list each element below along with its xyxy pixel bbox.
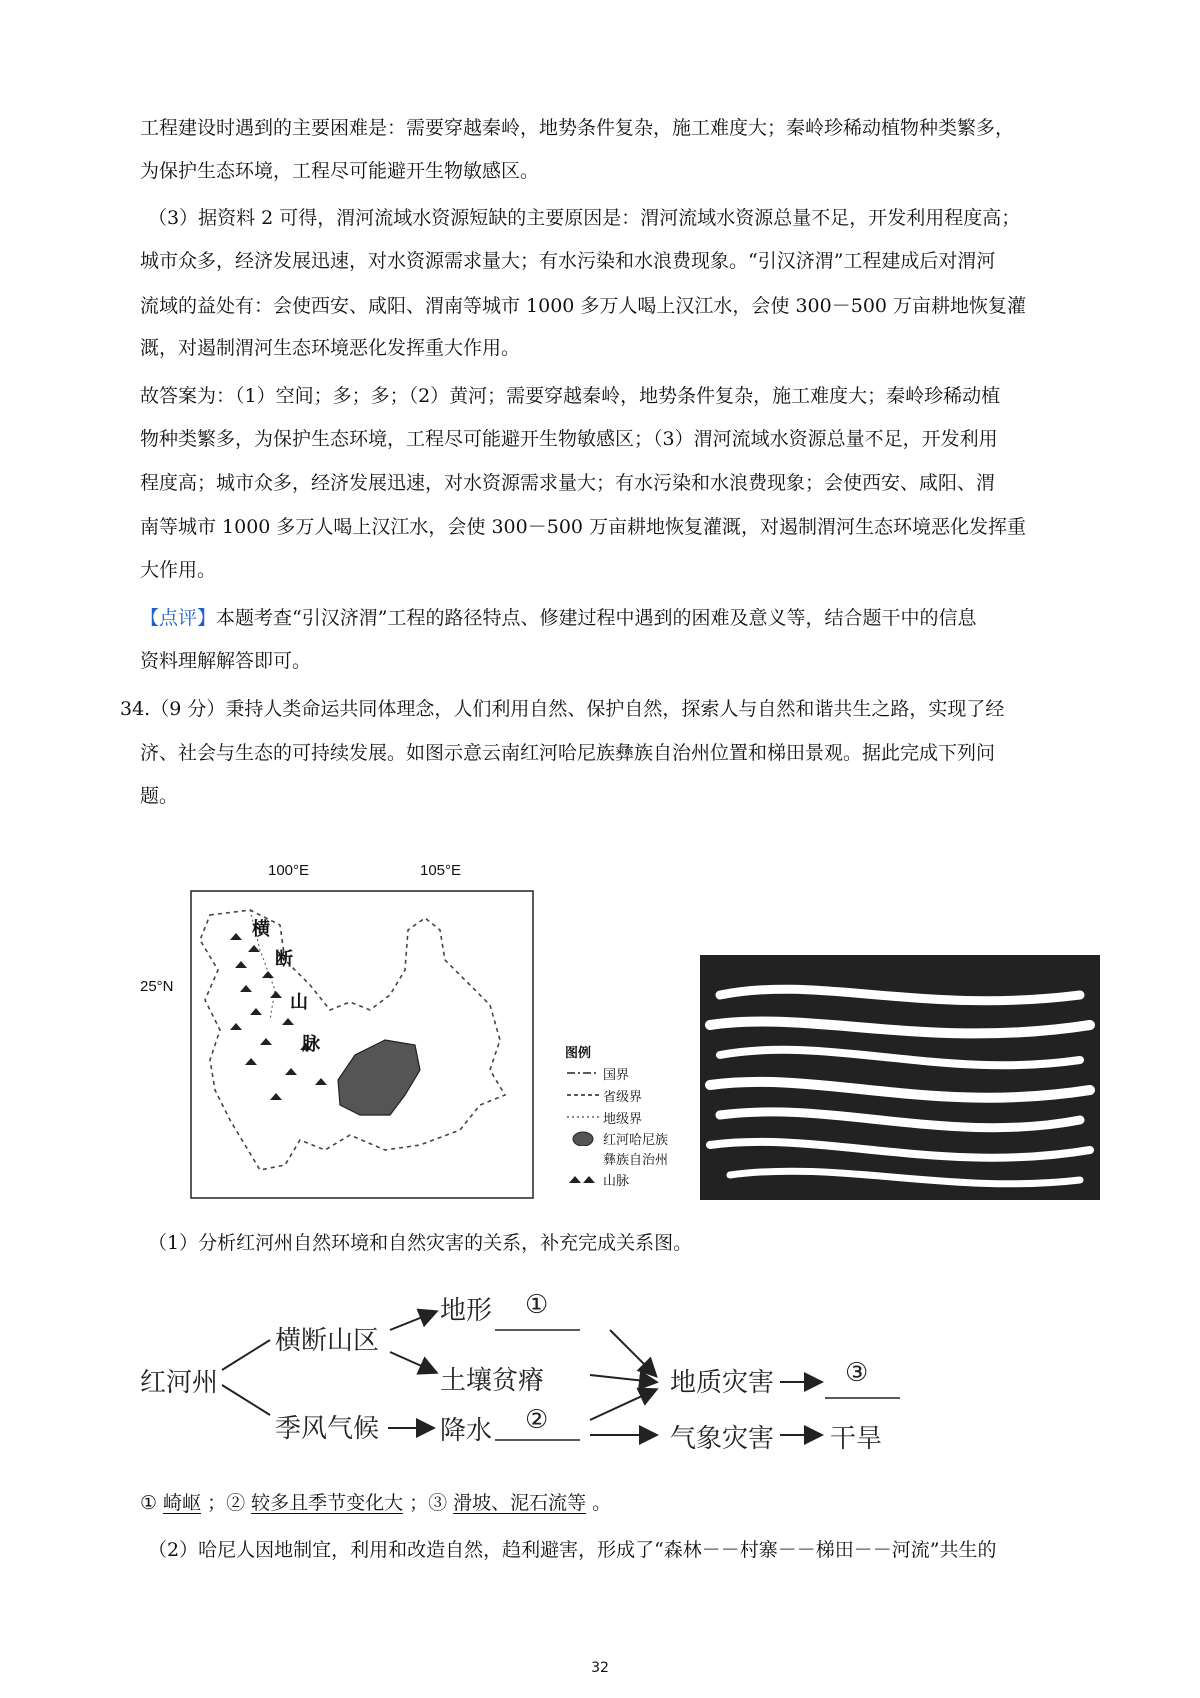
prefecture-border-icon xyxy=(565,1112,603,1122)
text-line: 城市众多，经济发展迅速，对水资源需求量大；有水污染和水浪费现象。“引汉济渭”工程建成后对渭河 xyxy=(140,250,996,272)
sub-question-1: （1）分析红河州自然环境和自然灾害的关系，补充完成关系图。 xyxy=(148,1232,693,1254)
diagram-circle-1: ① xyxy=(525,1290,549,1320)
honghe-area-icon xyxy=(565,1130,603,1146)
text-line: 为保护生态环境，工程尽可能避开生物敏感区。 xyxy=(140,160,540,182)
map-legend xyxy=(565,1040,705,1210)
comment-line xyxy=(140,605,976,631)
diagram-node-terrain: 地形 xyxy=(440,1296,493,1326)
legend-label: 彝族自治州 xyxy=(603,1151,669,1167)
legend-item xyxy=(565,1148,705,1168)
mountain-label: 脉 xyxy=(302,1034,320,1054)
answer-2: 较多且季节变化大 xyxy=(251,1492,404,1514)
question-34-line: 题。 xyxy=(140,785,179,807)
diagram-circle-3: ③ xyxy=(845,1358,869,1388)
legend-label: 省级界 xyxy=(603,1088,643,1104)
diagram-node-meteorological-hazard: 气象灾害 xyxy=(670,1424,775,1454)
question-34-line: 34.（9 分）秉持人类命运共同体理念，人们利用自然、保护自然，探索人与自然和谐共生之路，实现了经 xyxy=(120,698,1005,720)
answer-line: 程度高；城市众多，经济发展迅速，对水资源需求量大；有水污染和水浪费现象；会使西安、咸阳、渭 xyxy=(140,472,996,494)
text-line: （3）据资料 2 可得，渭河流域水资源短缺的主要原因是：渭河流域水资源总量不足，开发利用程度高； xyxy=(148,207,1021,229)
mountain-label: 横 xyxy=(252,919,270,939)
diagram-node-monsoon: 季风气候 xyxy=(275,1414,380,1444)
national-border-icon xyxy=(565,1068,603,1078)
mountain-label: 山 xyxy=(290,992,308,1012)
question-34-line: 济、社会与生态的可持续发展。如图示意云南红河哈尼族彝族自治州位置和梯田景观。据此完成下列问 xyxy=(140,742,996,764)
answer-1: 崎岖 xyxy=(163,1492,202,1514)
text-line: 流域的益处有：会使西安、咸阳、渭南等城市 1000 多万人喝上汉江水，会使 300－500 万亩耕地恢复灌 xyxy=(140,295,1027,317)
legend-label: 国界 xyxy=(603,1066,630,1082)
answer-line: 故答案为：（1）空间；多；多；（2）黄河；需要穿越秦岭，地势条件复杂，施工难度大；秦岭珍稀动植 xyxy=(140,385,1001,407)
page-number: 32 xyxy=(591,1660,609,1676)
legend-item xyxy=(565,1062,705,1084)
diagram-node-drought: 干旱 xyxy=(830,1424,883,1454)
text-line: 资料理解解答即可。 xyxy=(140,650,312,672)
map-graphic xyxy=(190,890,535,1200)
yunnan-location-map xyxy=(140,862,535,1200)
legend-label: 红河哈尼族 xyxy=(603,1131,669,1147)
comment-tag: 【点评】 xyxy=(140,607,217,629)
legend-label: 山脉 xyxy=(603,1172,630,1188)
answer-line: 大作用。 xyxy=(140,559,217,581)
diagram-node-geological-hazard: 地质灾害 xyxy=(670,1368,775,1398)
legend-label: 地级界 xyxy=(603,1110,643,1126)
answer-marker: ；② xyxy=(207,1492,246,1514)
answer-blanks xyxy=(140,1490,611,1516)
text-line: 溉，对遏制渭河生态环境恶化发挥重大作用。 xyxy=(140,337,521,359)
terrace-photo xyxy=(700,955,1100,1200)
province-border-icon xyxy=(565,1090,603,1100)
answer-end: 。 xyxy=(592,1492,612,1514)
answer-marker: ；③ xyxy=(409,1492,448,1514)
answer-3: 滑坡、泥石流等 xyxy=(453,1492,587,1514)
legend-item xyxy=(565,1128,705,1148)
diagram-node-rain: 降水 xyxy=(440,1416,493,1446)
mountain-label: 断 xyxy=(275,949,293,969)
comment-text: 本题考查“引汉济渭”工程的路径特点、修建过程中遇到的困难及意义等，结合题干中的信息 xyxy=(216,607,977,629)
diagram-circle-2: ② xyxy=(525,1405,549,1435)
longitude-label: 105°E xyxy=(420,862,462,879)
legend-item xyxy=(565,1106,705,1128)
diagram-node-hengduan: 横断山区 xyxy=(275,1326,380,1356)
diagram-node-soil: 土壤贫瘠 xyxy=(440,1366,545,1396)
answer-line: 物种类繁多，为保护生态环境，工程尽可能避开生物敏感区；（3）渭河流域水资源总量不足，开发利用 xyxy=(140,428,998,450)
answer-marker: ① xyxy=(140,1492,158,1514)
mountain-icon xyxy=(565,1173,603,1185)
sub-question-2: （2）哈尼人因地制宜，利用和改造自然，趋利避害，形成了“森林－－村寨－－梯田－－河流”共生的 xyxy=(148,1539,997,1561)
relationship-diagram xyxy=(140,1290,1000,1470)
diagram-root-node: 红河州 xyxy=(140,1368,219,1398)
longitude-label: 100°E xyxy=(268,862,310,879)
legend-item xyxy=(565,1168,705,1190)
latitude-label: 25°N xyxy=(140,978,174,995)
legend-title: 图例 xyxy=(565,1044,592,1060)
terrace-image xyxy=(700,955,1100,1200)
answer-line: 南等城市 1000 多万人喝上汉江水，会使 300－500 万亩耕地恢复灌溉，对遏制渭河生态环境恶化发挥重 xyxy=(140,516,1027,538)
text-line: 工程建设时遇到的主要困难是：需要穿越秦岭，地势条件复杂，施工难度大；秦岭珍稀动植物种类繁多， xyxy=(140,117,1015,139)
legend-item xyxy=(565,1084,705,1106)
